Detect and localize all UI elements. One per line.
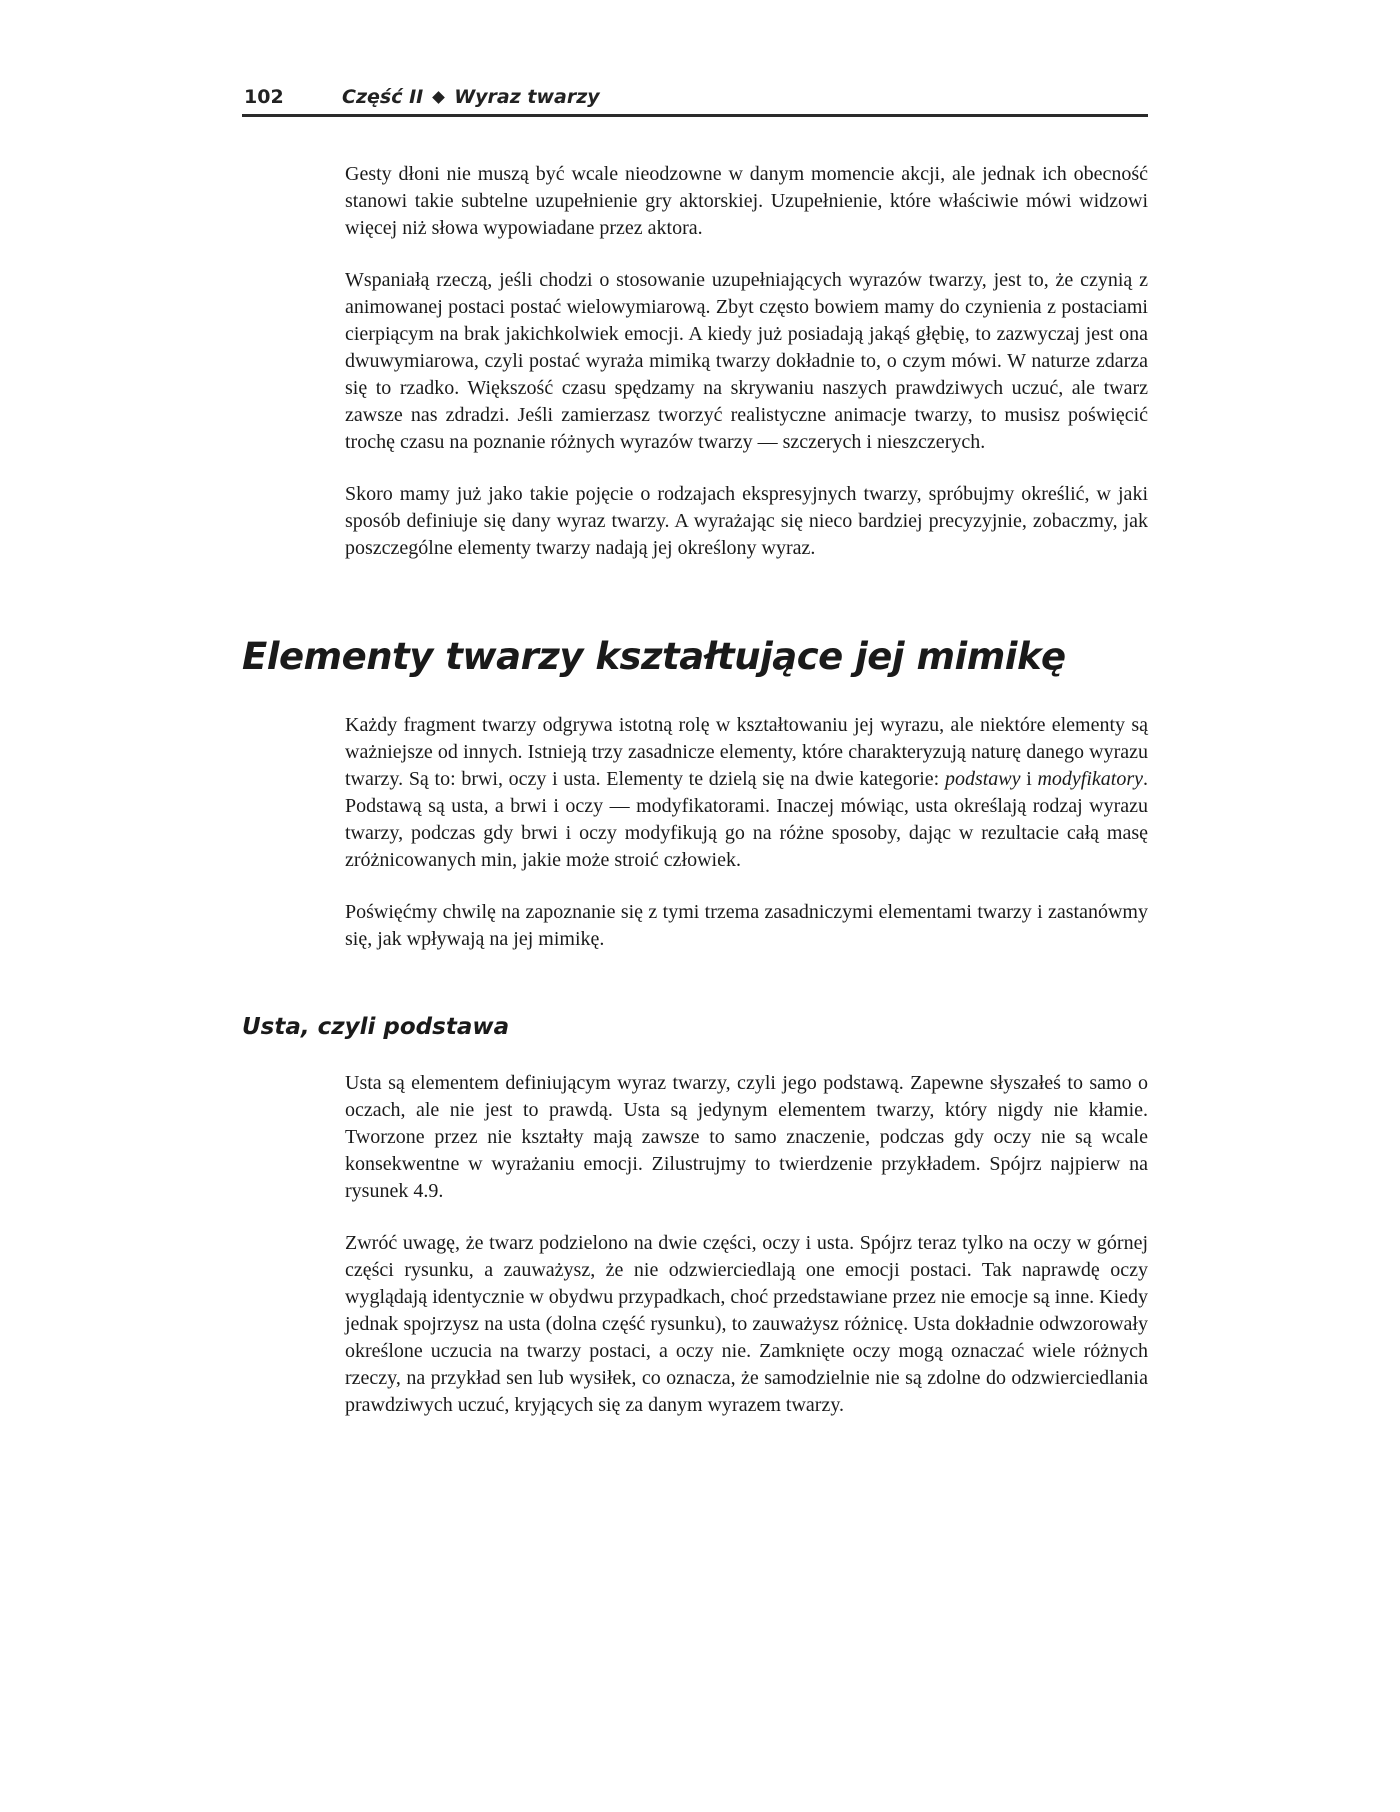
paragraph: Poświęćmy chwilę na zapoznanie się z tymi trzema zasadniczymi elementami twarzy i zastanówmy się, jak wpływają na jej mimikę. (345, 901, 1148, 950)
chapter-title: Wyraz twarzy (454, 86, 600, 108)
paragraph: Usta są elementem definiującym wyraz twarzy, czyli jego podstawą. Zapewne słyszałeś to samo o oczach, ale nie jest to prawdą. Usta są jedynym elementem twarzy, który nigdy nie kłamie. Tworzone przez nie kształty mają zawsze to samo znaczenie, podczas gdy oczy nie są wcale konsekwentne w wyrażaniu emocji. Zilustrujmy to twierdzenie przykładem. Spójrz najpierw na rysunek 4.9. (345, 1072, 1148, 1202)
subsection-heading: Usta, czyli podstawa (242, 1014, 510, 1040)
text-run: Każdy fragment twarzy odgrywa istotną rolę w kształtowaniu jej wyrazu, ale niektóre elementy są ważniejsze od innych. Istnieją trzy zasadnicze elementy, które charakteryzują naturę danego wyrazu twarzy. Są to: brwi, oczy i usta. Elementy te dzielą się na dwie kategorie: (345, 714, 1148, 790)
text-run: . Podstawą są usta, a brwi i oczy — modyfikatorami. Inaczej mówiąc, usta określają rodzaj wyrazu twarzy, podczas gdy brwi i oczy modyfikują go na różne sposoby, dając w rezultacie całą masę zróżnicowanych min, jakie może stroić człowiek. (345, 768, 1148, 871)
section-2-text (345, 1070, 1148, 1419)
running-head (342, 86, 600, 108)
text-run: i (1020, 768, 1038, 790)
part-label: Część II (342, 86, 424, 108)
paragraph: Wspaniałą rzeczą, jeśli chodzi o stosowanie uzupełniających wyrazów twarzy, jest to, że czynią z animowanej postaci postać wielowymiarową. Zbyt często bowiem mamy do czynienia z postaciami cierpiącym na brak jakichkolwiek emocji. A kiedy już posiadają jakąś głębię, to zazwyczaj jest ona dwuwymiarowa, czyli postać wyraża mimiką twarzy dokładnie to, o czym mówi. W naturze zdarza się to rzadko. Większość czasu spędzamy na skrywaniu naszych prawdziwych uczuć, ale twarz zawsze nas zdradzi. Jeśli zamierzasz tworzyć realistyczne animacje twarzy, to musisz poświęcić trochę czasu na poznanie różnych wyrazów twarzy — szczerych i nieszczerych. (345, 269, 1148, 453)
diamond-icon (432, 91, 445, 104)
page-number: 102 (244, 86, 284, 108)
section-heading: Elementy twarzy kształtujące jej mimikę (242, 635, 1066, 678)
section-1-text (345, 712, 1148, 953)
paragraph (345, 712, 1148, 874)
paragraph: Zwróć uwagę, że twarz podzielono na dwie części, oczy i usta. Spójrz teraz tylko na oczy w górnej części rysunku, a zauważysz, że nie odzwierciedlają one emocji postaci. Tak naprawdę oczy wyglądają identycznie w obydwu przypadkach, choć przedstawiane przez nie emocje są inne. Kiedy jednak spojrzysz na usta (dolna część rysunku), to zauważysz różnicę. Usta dokładnie odwzorowały określone uczucia na twarzy postaci, a oczy nie. Zamknięte oczy mogą oznaczać wiele różnych rzeczy, na przykład sen lub wysiłek, co oznacza, że samodzielnie nie są zdolne do odzwierciedlania prawdziwych uczuć, kryjących się za danym wyrazem twarzy. (345, 1232, 1148, 1416)
paragraph: Gesty dłoni nie muszą być wcale nieodzowne w danym momencie akcji, ale jednak ich obecność stanowi takie subtelne uzupełnienie gry aktorskiej. Uzupełnienie, które właściwie mówi widzowi więcej niż słowa wypowiadane przez aktora. (345, 163, 1148, 239)
term-podstawy: podstawy (944, 768, 1021, 790)
paragraph: Skoro mamy już jako takie pojęcie o rodzajach ekspresyjnych twarzy, spróbujmy określić, w jaki sposób definiuje się dany wyraz twarzy. A wyrażając się nieco bardziej precyzyjnie, zobaczmy, jak poszczególne elementy twarzy nadają jej określony wyraz. (345, 483, 1148, 559)
term-modyfikatory: modyfikatory (1037, 768, 1143, 790)
page-header (242, 84, 1148, 117)
intro-text (345, 161, 1148, 562)
